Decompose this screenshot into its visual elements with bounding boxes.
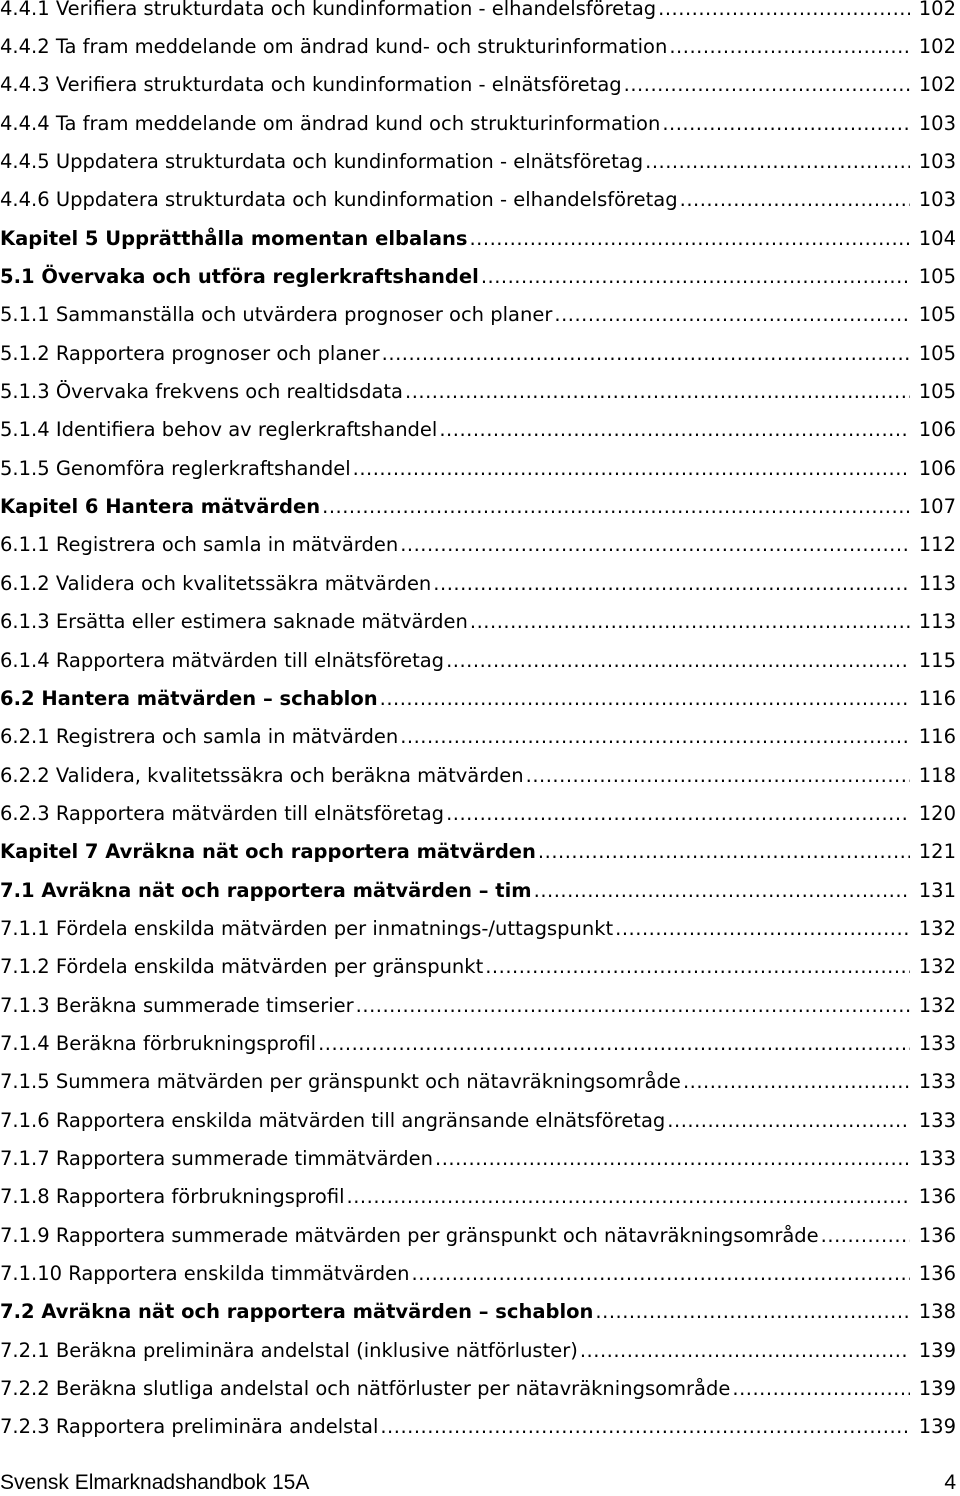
- toc-dot-leader: [433, 572, 910, 595]
- toc-dot-leader: [680, 188, 910, 211]
- toc-entry[interactable]: [0, 66, 956, 104]
- footer-page-number: 4: [944, 1471, 956, 1494]
- toc-entry-title: 7.2.2 Beräkna slutliga andelstal och nätförluster per nätavräkningsområde: [0, 1377, 731, 1401]
- toc-entry-page-number: 133: [918, 1070, 956, 1094]
- toc-entry-title: 4.4.1 Verifiera strukturdata och kundinformation - elhandelsföretag: [0, 0, 657, 20]
- toc-dot-leader: [380, 1415, 910, 1438]
- toc-entry-page-number: 133: [918, 1146, 956, 1170]
- toc-entry[interactable]: [0, 219, 956, 257]
- toc-entry[interactable]: [0, 526, 956, 564]
- toc-entry-page-number: 116: [918, 725, 956, 749]
- toc-entry-title: 4.4.4 Ta fram meddelande om ändrad kund och strukturinformation: [0, 111, 661, 135]
- toc-entry[interactable]: [0, 871, 956, 909]
- toc-entry-page-number: 131: [918, 878, 956, 902]
- toc-dot-leader: [400, 725, 910, 748]
- toc-entry[interactable]: [0, 1216, 956, 1254]
- toc-entry-page-number: 103: [918, 150, 956, 174]
- toc-entry[interactable]: [0, 411, 956, 449]
- toc-entry[interactable]: [0, 257, 956, 295]
- toc-entry-title: 6.1.4 Rapportera mätvärden till elnätsföretag: [0, 648, 445, 672]
- toc-dot-leader: [412, 1262, 910, 1285]
- toc-dot-leader: [318, 1032, 910, 1055]
- toc-dot-leader: [615, 917, 910, 940]
- toc-dot-leader: [446, 802, 910, 825]
- toc-entry-page-number: 139: [918, 1338, 956, 1362]
- toc-dot-leader: [347, 1185, 910, 1208]
- footer-document-title: Svensk Elmarknadshandbok 15A: [0, 1471, 310, 1494]
- toc-dot-leader: [439, 418, 910, 441]
- toc-dot-leader: [821, 1224, 910, 1247]
- toc-entry-title: 7.2.1 Beräkna preliminära andelstal (inklusive nätförluster): [0, 1338, 578, 1362]
- toc-entry-page-number: 133: [918, 1108, 956, 1132]
- toc-entry-title: Kapitel 6 Hantera mätvärden: [0, 495, 321, 519]
- toc-dot-leader: [662, 112, 910, 135]
- toc-entry-title: 7.1.7 Rapportera summerade timmätvärden: [0, 1146, 433, 1170]
- toc-dot-leader: [353, 457, 910, 480]
- toc-entry-title: Kapitel 7 Avräkna nät och rapportera mätvärden: [0, 840, 536, 864]
- toc-dot-leader: [405, 380, 910, 403]
- toc-entry-title: 7.1.1 Fördela enskilda mätvärden per inmatnings-/uttagspunkt: [0, 916, 614, 940]
- toc-dot-leader: [356, 994, 910, 1017]
- toc-dot-leader: [446, 649, 910, 672]
- toc-entry[interactable]: [0, 756, 956, 794]
- toc-entry[interactable]: [0, 718, 956, 756]
- toc-entry-title: 7.1 Avräkna nät och rapportera mätvärden – tim: [0, 878, 532, 902]
- toc-entry-title: 5.1.1 Sammanställa och utvärdera prognoser och planer: [0, 303, 553, 327]
- toc-entry-page-number: 138: [918, 1300, 956, 1324]
- toc-dot-leader: [669, 35, 910, 58]
- toc-entry-title: 5.1.3 Övervaka frekvens och realtidsdata: [0, 380, 403, 404]
- toc-entry-page-number: 136: [918, 1185, 956, 1209]
- toc-entry[interactable]: [0, 794, 956, 832]
- toc-entry-page-number: 139: [918, 1415, 956, 1439]
- toc-entry-page-number: 102: [918, 35, 956, 59]
- toc-entry-title: Kapitel 5 Upprätthålla momentan elbalans: [0, 226, 468, 250]
- toc-dot-leader: [732, 1377, 910, 1400]
- toc-entry[interactable]: [0, 27, 956, 65]
- toc-entry[interactable]: [0, 1331, 956, 1369]
- toc-entry-title: 6.2.1 Registrera och samla in mätvärden: [0, 725, 399, 749]
- toc-entry-title: 7.1.4 Beräkna förbrukningsprofil: [0, 1031, 317, 1055]
- toc-entry-title: 5.1 Övervaka och utföra reglerkraftshandel: [0, 265, 479, 289]
- toc-entry[interactable]: [0, 104, 956, 142]
- toc-entry-title: 4.4.6 Uppdatera strukturdata och kundinformation - elhandelsföretag: [0, 188, 678, 212]
- toc-entry[interactable]: [0, 679, 956, 717]
- toc-dot-leader: [470, 610, 910, 633]
- toc-entry[interactable]: [0, 449, 956, 487]
- toc-entry-title: 6.2 Hantera mätvärden – schablon: [0, 686, 378, 710]
- toc-entry-title: 4.4.3 Verifiera strukturdata och kundinformation - elnätsföretag: [0, 73, 622, 97]
- toc-entry-page-number: 136: [918, 1262, 956, 1286]
- toc-entry-title: 5.1.2 Rapportera prognoser och planer: [0, 341, 380, 365]
- toc-entry-page-number: 102: [918, 0, 956, 20]
- toc-entry-page-number: 105: [918, 303, 956, 327]
- toc-entry-title: 7.1.5 Summera mätvärden per gränspunkt och nätavräkningsområde: [0, 1070, 681, 1094]
- toc-dot-leader: [380, 687, 910, 710]
- toc-dot-leader: [658, 0, 910, 20]
- toc-entry[interactable]: [0, 833, 956, 871]
- toc-entry[interactable]: [0, 296, 956, 334]
- toc-entry[interactable]: [0, 1024, 956, 1062]
- toc-entry-page-number: 113: [918, 571, 956, 595]
- toc-entry-page-number: 102: [918, 73, 956, 97]
- toc-entry-page-number: 105: [918, 265, 956, 289]
- toc-entry-page-number: 139: [918, 1377, 956, 1401]
- toc-entry-page-number: 118: [918, 763, 956, 787]
- page-footer: [0, 1470, 956, 1496]
- toc-entry[interactable]: [0, 0, 956, 27]
- toc-entry-title: 7.2 Avräkna nät och rapportera mätvärden – schablon: [0, 1300, 594, 1324]
- toc-entry[interactable]: [0, 909, 956, 947]
- toc-entry-page-number: 104: [918, 226, 956, 250]
- toc-entry-page-number: 103: [918, 111, 956, 135]
- toc-entry[interactable]: [0, 986, 956, 1024]
- toc-entry-page-number: 121: [918, 840, 956, 864]
- toc-entry-page-number: 115: [918, 648, 956, 672]
- toc-entry[interactable]: [0, 641, 956, 679]
- toc-dot-leader: [538, 840, 910, 863]
- toc-dot-leader: [624, 73, 910, 96]
- toc-dot-leader: [526, 764, 910, 787]
- toc-entry-page-number: 132: [918, 955, 956, 979]
- toc-dot-leader: [554, 303, 910, 326]
- toc-dot-leader: [683, 1070, 910, 1093]
- toc-entry-page-number: 105: [918, 380, 956, 404]
- toc-dot-leader: [534, 879, 910, 902]
- toc-dot-leader: [645, 150, 910, 173]
- toc-entry[interactable]: [0, 948, 956, 986]
- toc-entry-title: 6.1.1 Registrera och samla in mätvärden: [0, 533, 399, 557]
- toc-entry-title: 4.4.2 Ta fram meddelande om ändrad kund- och strukturinformation: [0, 35, 668, 59]
- toc-dot-leader: [667, 1109, 910, 1132]
- toc-entry[interactable]: [0, 1369, 956, 1407]
- toc-entry[interactable]: [0, 1408, 956, 1446]
- toc-dot-leader: [595, 1300, 910, 1323]
- toc-entry-page-number: 105: [918, 341, 956, 365]
- toc-entry-title: 7.2.3 Rapportera preliminära andelstal: [0, 1415, 379, 1439]
- toc-entry[interactable]: [0, 603, 956, 641]
- toc-entry[interactable]: [0, 1101, 956, 1139]
- toc-entry[interactable]: [0, 1178, 956, 1216]
- toc-entry-page-number: 112: [918, 533, 956, 557]
- toc-dot-leader: [485, 955, 910, 978]
- toc-dot-leader: [400, 533, 910, 556]
- toc-entry-page-number: 133: [918, 1031, 956, 1055]
- toc-entry-title: 6.1.3 Ersätta eller estimera saknade mätvärden: [0, 610, 468, 634]
- toc-entry-page-number: 113: [918, 610, 956, 634]
- toc-entry-title: 7.1.3 Beräkna summerade timserier: [0, 993, 354, 1017]
- toc-entry-title: 7.1.9 Rapportera summerade mätvärden per gränspunkt och nätavräkningsområde: [0, 1223, 819, 1247]
- toc-dot-leader: [580, 1339, 910, 1362]
- toc-entry[interactable]: [0, 487, 956, 525]
- toc-entry-page-number: 107: [918, 495, 956, 519]
- toc-dot-leader: [322, 495, 910, 518]
- toc-entry-page-number: 103: [918, 188, 956, 212]
- toc-dot-leader: [469, 227, 910, 250]
- toc-entry-title: 7.1.10 Rapportera enskilda timmätvärden: [0, 1262, 410, 1286]
- toc-entry-page-number: 132: [918, 916, 956, 940]
- toc-entry-page-number: 136: [918, 1223, 956, 1247]
- toc-entry-title: 6.2.3 Rapportera mätvärden till elnätsföretag: [0, 801, 445, 825]
- toc-entry[interactable]: [0, 181, 956, 219]
- toc-entry-title: 7.1.8 Rapportera förbrukningsprofil: [0, 1185, 345, 1209]
- toc-entry-title: 6.2.2 Validera, kvalitetssäkra och beräkna mätvärden: [0, 763, 524, 787]
- toc-entry-title: 6.1.2 Validera och kvalitetssäkra mätvärden: [0, 571, 432, 595]
- toc-entry-title: 7.1.6 Rapportera enskilda mätvärden till angränsande elnätsföretag: [0, 1108, 666, 1132]
- toc-entry[interactable]: [0, 564, 956, 602]
- toc-entry-page-number: 116: [918, 686, 956, 710]
- toc-entry-title: 7.1.2 Fördela enskilda mätvärden per gränspunkt: [0, 955, 484, 979]
- toc-dot-leader: [435, 1147, 910, 1170]
- toc-entry-page-number: 132: [918, 993, 956, 1017]
- toc-entry-page-number: 120: [918, 801, 956, 825]
- toc-entry[interactable]: [0, 1063, 956, 1101]
- toc-entry[interactable]: [0, 142, 956, 180]
- toc-entry-page-number: 106: [918, 456, 956, 480]
- toc-entry-page-number: 106: [918, 418, 956, 442]
- toc-entry[interactable]: [0, 1254, 956, 1292]
- toc-entry-title: 4.4.5 Uppdatera strukturdata och kundinformation - elnätsföretag: [0, 150, 644, 174]
- toc-entry[interactable]: [0, 1293, 956, 1331]
- toc-entry-title: 5.1.4 Identifiera behov av reglerkraftshandel: [0, 418, 438, 442]
- toc-entry[interactable]: [0, 1139, 956, 1177]
- toc-entry-title: 5.1.5 Genomföra reglerkraftshandel: [0, 456, 351, 480]
- toc-dot-leader: [481, 265, 910, 288]
- toc-entry[interactable]: [0, 334, 956, 372]
- toc-entry[interactable]: [0, 372, 956, 410]
- toc-dot-leader: [382, 342, 910, 365]
